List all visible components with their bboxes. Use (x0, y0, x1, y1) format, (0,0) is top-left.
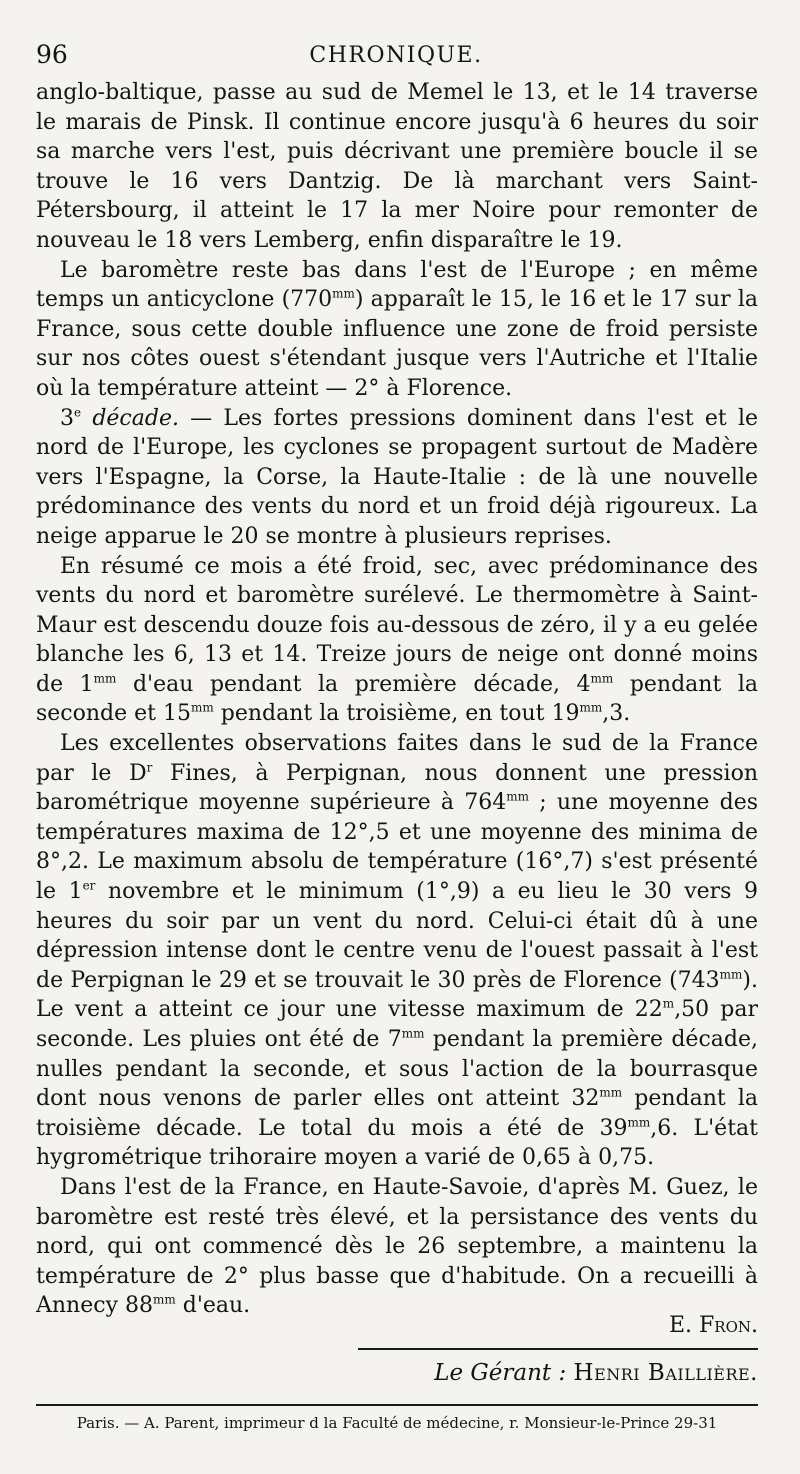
paragraph: Dans l'est de la France, en Haute-Savoie, d'après M. Guez, le baromètre est resté très élevé, et la persistance des vents du nord, qui ont commencé dès le 26 septembre, a maintenu la température de 2° plus basse que d'habitude. On a recueilli à Annecy $88^{mm}$ d'eau. (36, 1174, 758, 1319)
page-header (36, 40, 756, 80)
page-number: 96 (36, 40, 68, 69)
paragraph: Le baromètre reste bas dans l'est de l'Europe ; en même temps un anticyclone $(770^{mm})$ apparaît le 15, le 16 et le 17 sur la France, sous cette double influence une zone de froid persiste sur nos côtes ouest s'étendant jusque vers l'Autriche et l'Italie où la température atteint — 2° à Florence. (36, 257, 758, 401)
divider-rule (358, 1348, 758, 1350)
gerant-label: Le Gérant : (434, 1360, 567, 1386)
divider-rule (36, 1404, 758, 1406)
paragraph: Les excellentes observations faites dans le sud de la France par le $D^r$ Fines, à Perpignan, nous donnent une pression barométrique moyenne supérieure à $764^{mm}$ ; une moyenne des températures maxima de 12°,5 et une moyenne des minima de 8°,2. Le maximum absolu de température (16°,7) s'est présenté le 1er novembre et le minimum (1°,9) a eu lieu le 30 vers 9 heures du soir par un vent du nord. Celui-ci était dû à une dépression intense dont le centre venu de l'ouest passait à l'est de Perpignan le 29 et se trouvait le 30 près de Florence $(743^{mm})$. Le vent a atteint ce jour une vitesse maximum de 22$^m$,50 par seconde. Les pluies ont été de $7^{mm}$ pendant la première décade, nulles pendant la seconde, et sous l'action de la bourrasque dont nous venons de parler elles ont atteint $32^{mm}$ pendant la troisième décade. Le total du mois a été de $39^{mm},6$. L'état hygrométrique trihoraire moyen a varié de 0,65 à 0,75. (36, 731, 758, 1171)
author-signature: E. Fron. (668, 1313, 758, 1338)
paragraph: 3e décade. — Les fortes pressions dominent dans l'est et le nord de l'Europe, les cyclones se propagent surtout de Madère vers l'Espagne, la Corse, la Haute-Italie : de là une nouvelle prédominance des vents du nord et un froid déjà rigoureux. La neige apparue le 20 se montre à plusieurs reprises. (36, 405, 758, 549)
gerant-name: Henri Baillière. (573, 1360, 758, 1386)
gerant-line (358, 1360, 758, 1386)
running-title: CHRONIQUE. (309, 43, 483, 68)
paragraph: En résumé ce mois a été froid, sec, avec prédominance des vents du nord et baromètre surélevé. Le thermomètre à Saint-Maur est descendu douze fois au-dessous de zéro, il y a eu gelée blanche les 6, 13 et 14. Treize jours de neige ont donné moins de $1^{mm}$ d'eau pendant la première décade, $4^{mm}$ pendant la seconde et $15^{mm}$ pendant la troisième, en tout $19^{mm},3$. (36, 553, 758, 727)
printer-imprint: Paris. — A. Parent, imprimeur d la Faculté de médecine, r. Monsieur-le-Prince 29-31 (76, 1414, 718, 1432)
article-body (36, 78, 758, 1321)
paragraph: anglo-baltique, passe au sud de Memel le 13, et le 14 traverse le marais de Pinsk. Il continue encore jusqu'à 6 heures du soir sa marche vers l'est, puis décrivant une première boucle il se trouve le 16 vers Dantzig. De là marchant vers Saint-Pétersbourg, il atteint le 17 la mer Noire pour remonter de nouveau le 18 vers Lemberg, enfin disparaître le 19. (36, 80, 758, 253)
